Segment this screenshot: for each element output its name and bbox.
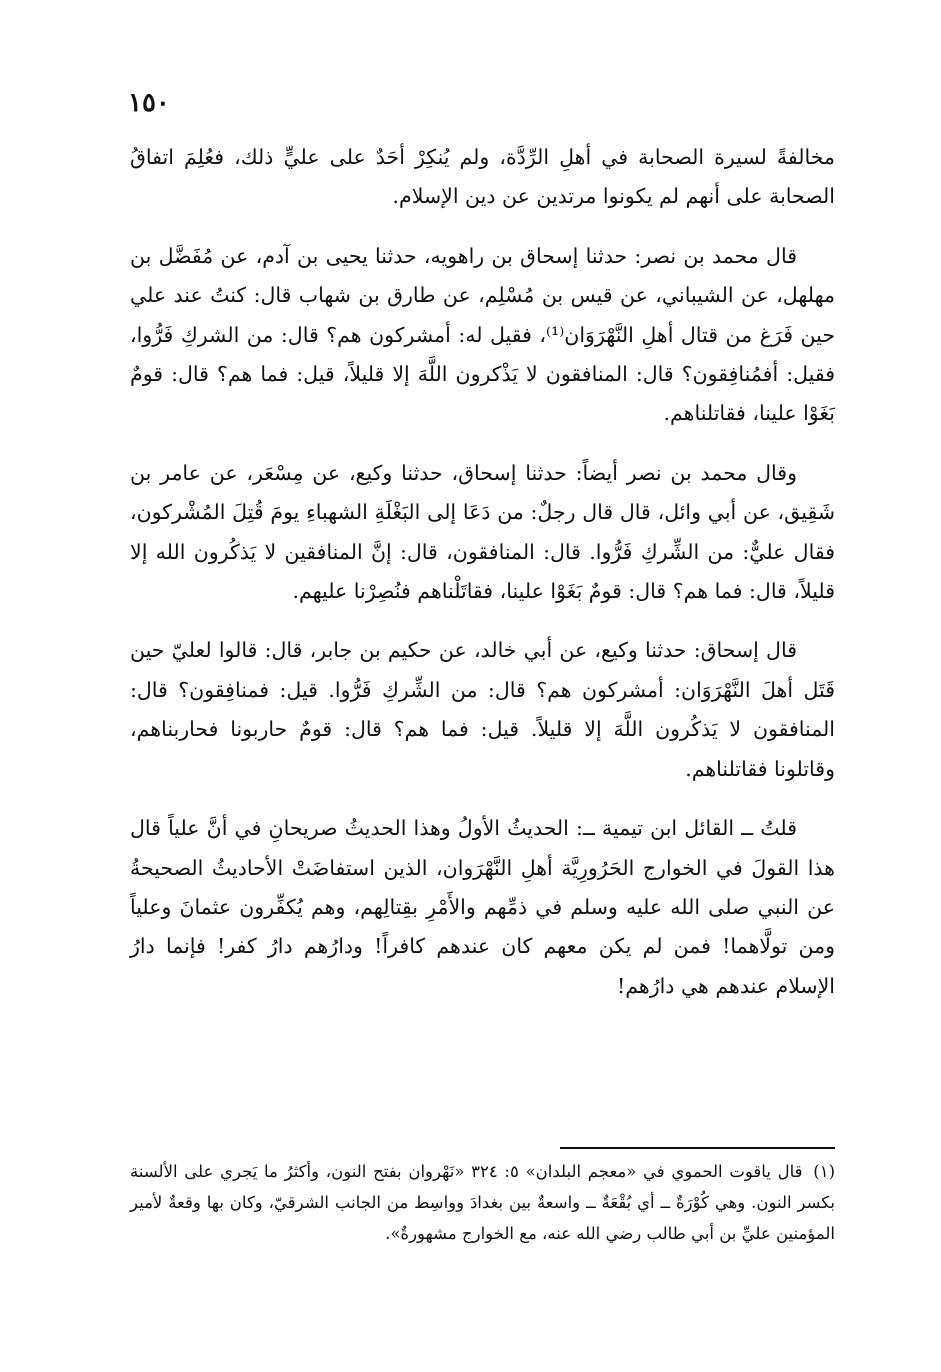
footnote-text: قال ياقوت الحموي في «معجم البلدان» ٥: ٣٢٤ «نَهْروان بفتح النون، وأكثرُ ما يَجري على الألسنة بكسر النون. وهي كُوْرَةٌ ــ أي بُقْعَةٌ ــ واسعةٌ بين بغدادَ وواسِط من الجانب الشرقيّ، وكان بها وقعةٌ لأمير المؤمنين عليِّ بن أبي طالب رضي الله عنه، مع الخوارج مشهورةٌ». [130, 1162, 835, 1243]
paragraph-3: وقال محمد بن نصر أيضاً: حدثنا إسحاق، حدثنا وكيع، عن مِسْعَر، عن عامر بن شَقِيق، عن أبي وائل، قال قال رجلٌ: من دَعَا إلى البَغْلَةِ الشهباءِ يومَ قُتِلَ المُشْركون، فقال عليٌّ: من الشِّركِ فَرُّوا. قال: المنافقون، قال: إنَّ المنافقين لا يَذكُرون الله إلا قليلاً، قال: فما هم؟ قال: قومٌ بَغَوْا علينا، فقاتَلْناهم فنُصِرْنا عليهم. [130, 460, 835, 604]
paragraph-5: قلتُ ــ القائل ابن تيمية ــ: الحديثُ الأولُ وهذا الحديثُ صريحانِ في أنَّ علياً قال هذا القولَ في الخوارج الحَرُورِيَّة أهلِ النَّهْرَوان، الذين استفاضَتْ الأحاديثُ الصحيحةُ عن النبي صلى الله عليه وسلم في ذمِّهم والأَمْرِ بقِتالِهم، وهم يُكفِّرون عثمانَ وعلياً ومن تولَّاهما! فمن لم يكن معهم كان عندهم كافراً! ودارُهم دارُ كفر! فإنما دارُ الإسلام عندهم هي دارُهم! [130, 816, 835, 998]
paragraph-1: مخالفةً لسيرة الصحابة في أهلِ الرِّدَّة، ولم يُنكِرْ أحَدٌ على عليٍّ ذلك، فعُلِمَ اتفاقُ الصحابة على أنهم لم يكونوا مرتدين عن دين الإسلام. [130, 145, 835, 209]
footnote [130, 1156, 835, 1249]
page-number: ١٥٠ [128, 88, 170, 118]
paragraph-4: قال إسحاق: حدثنا وكيع، عن أبي خالد، عن حكيم بن جابر، قال: قالوا لعليّ حين قَتَل أهلَ النَّهْرَوَان: أمشركون هم؟ قال: من الشِّركِ فَرُّوا. قيل: فمنافِقون؟ قال: المنافقون لا يَذكُرون اللَّهَ إلا قليلاً. قيل: فما هم؟ قال: قومٌ حاربونا فحاربناهم، وقاتلونا فقاتلناهم. [130, 638, 835, 781]
main-text [130, 138, 835, 1026]
footnote-marker: (١) [813, 1162, 835, 1181]
footnote-divider [560, 1147, 835, 1149]
paragraph-2: قال محمد بن نصر: حدثنا إسحاق بن راهويه، حدثنا يحيى بن آدم، عن مُفَضَّل بن مهلهل، عن الشيباني، عن قيس بن مُسْلِم، عن طارق بن شهاب قال: كنتُ عند علي حين فَرَغ من قتال أهلِ النَّهْرَوَان⁽¹⁾، فقيل له: أمشركون هم؟ قال: من الشركِ فَرُّوا، فقيل: أفمُنافِقون؟ قال: المنافقون لا يَذْكرون اللَّهَ إلا قليلاً، قيل: فما هم؟ قال: قومٌ بَغَوْا علينا، فقاتلناهم. [130, 243, 835, 426]
